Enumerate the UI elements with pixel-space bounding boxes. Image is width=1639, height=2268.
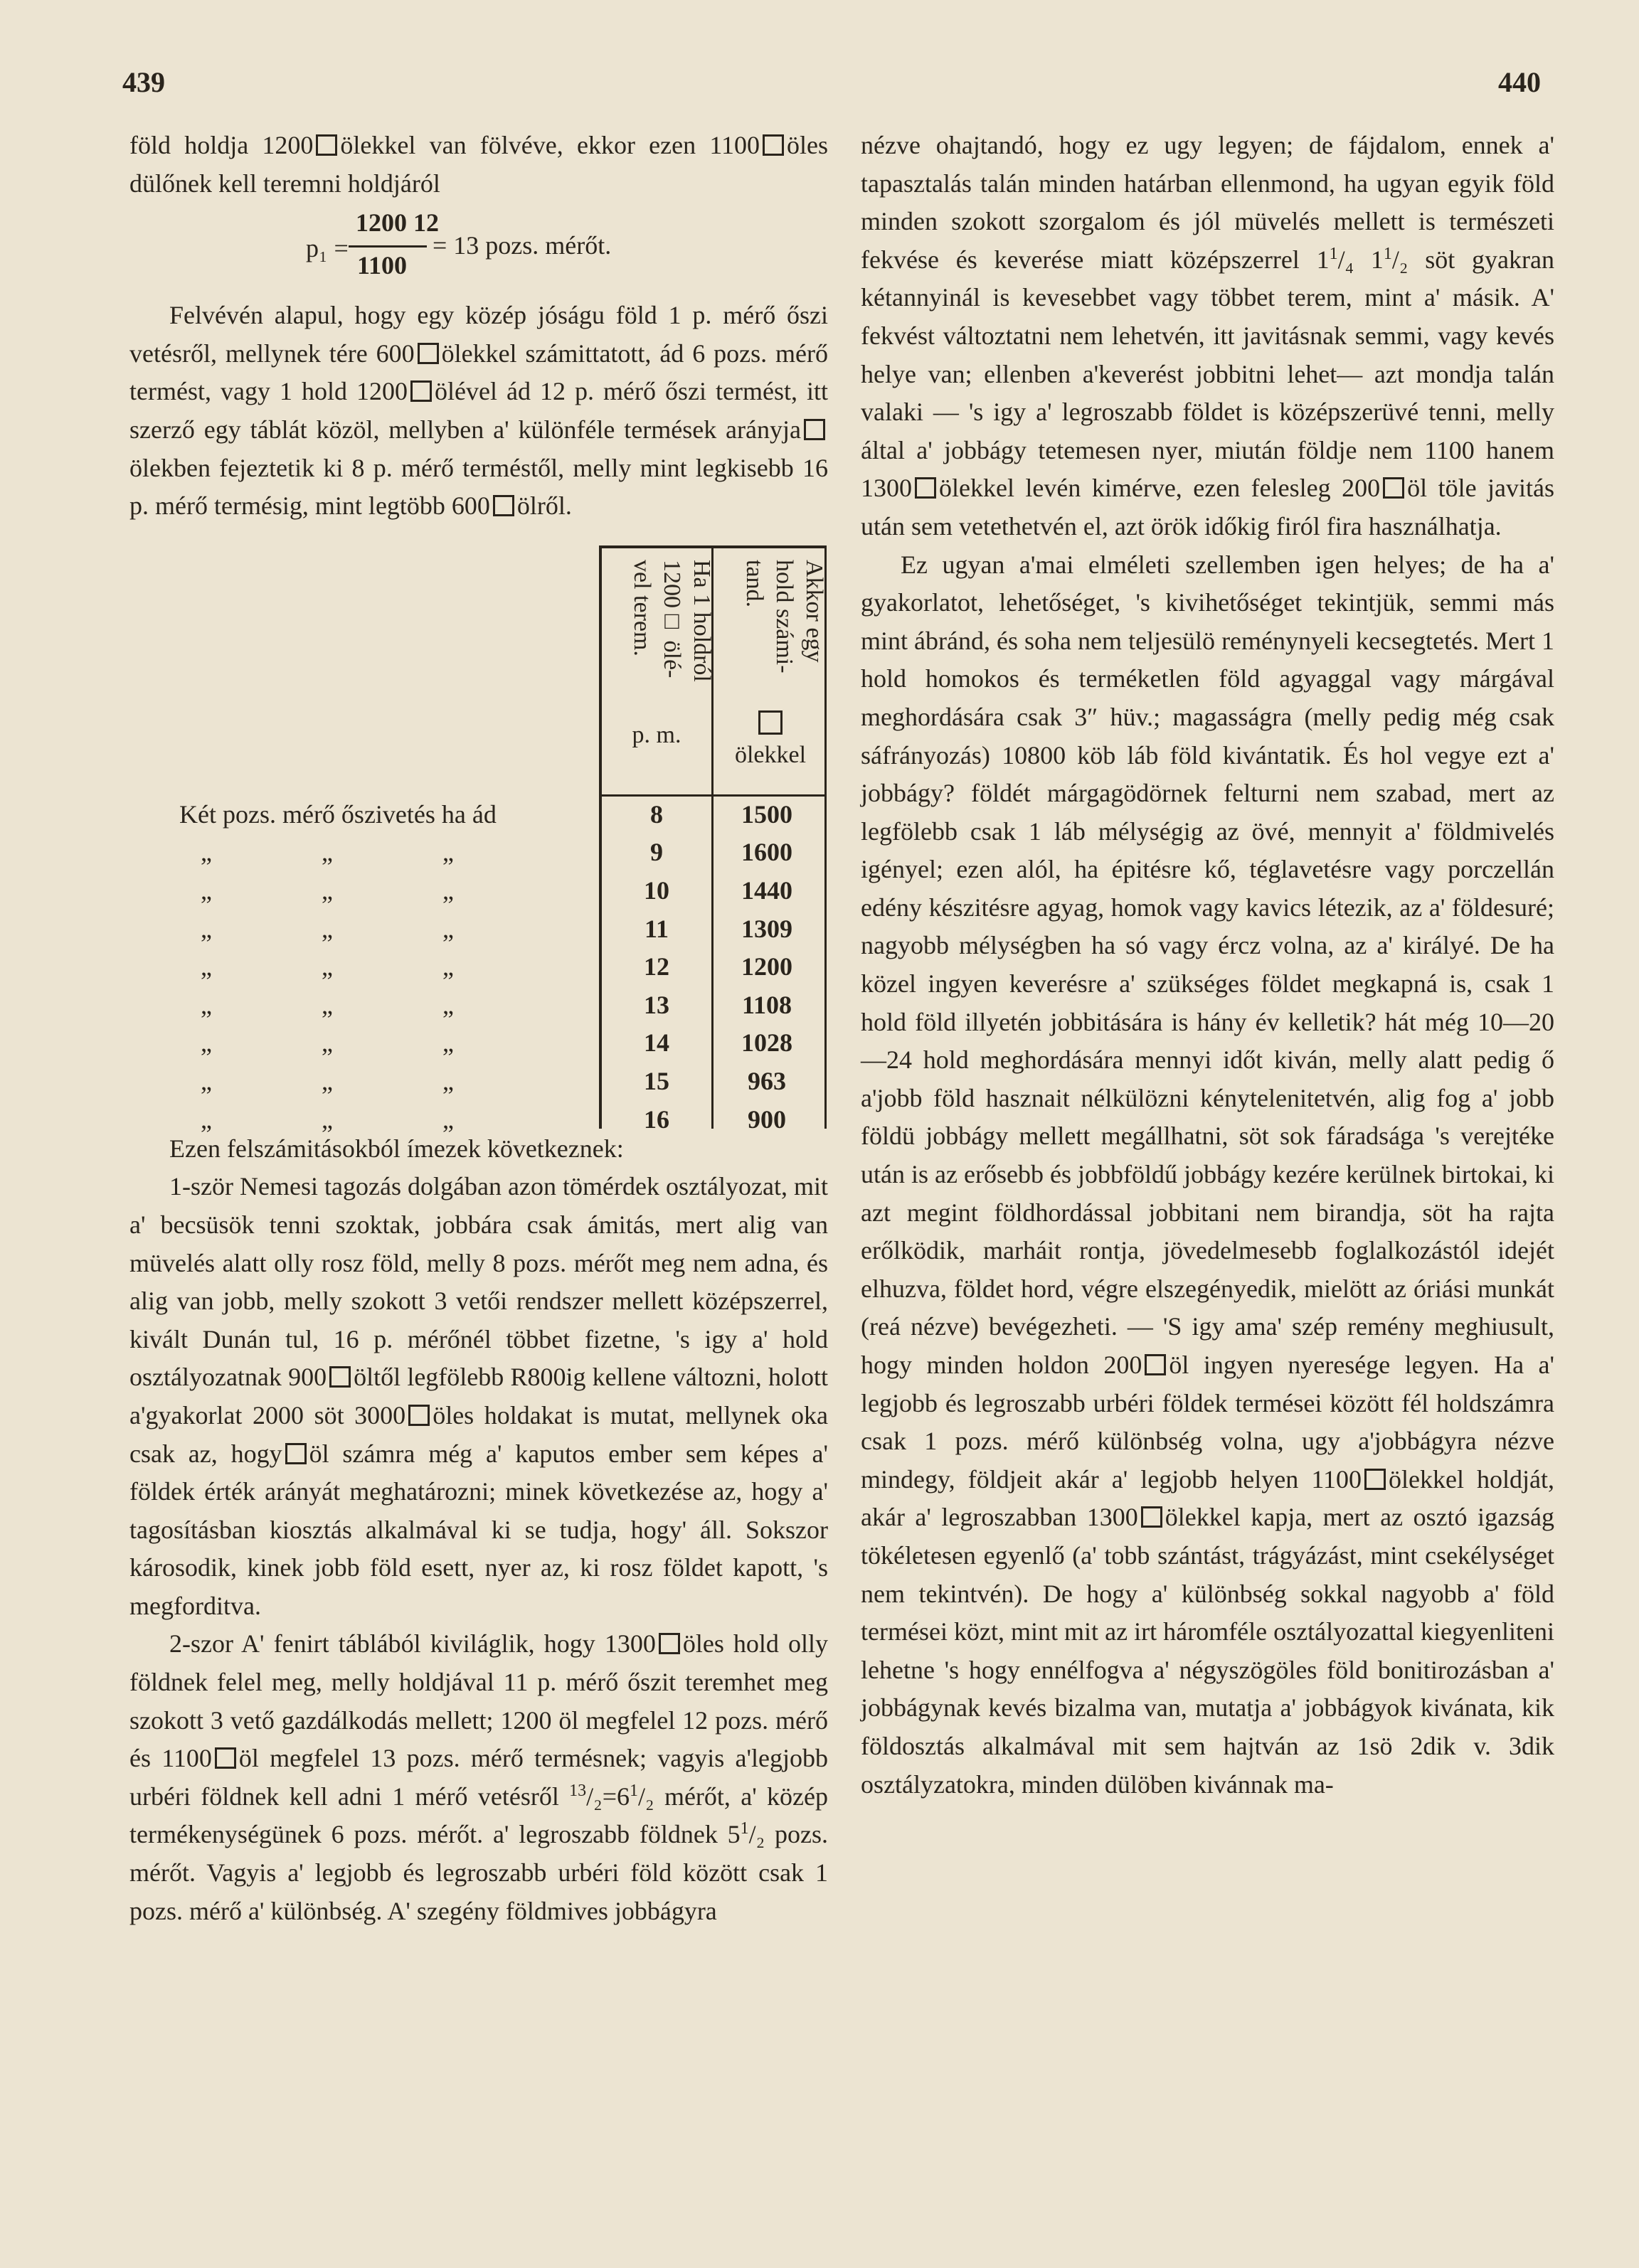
ditto-mark: „ xyxy=(322,838,333,867)
table-column-square-label: ölekkel xyxy=(734,741,807,768)
paragraph-3: Ezen felszámitásokból ímezek következnek: xyxy=(169,1134,624,1163)
table-row xyxy=(129,834,828,872)
square-symbol xyxy=(915,477,936,499)
rp2-text-a: Ez ugyan a'mai elméleti szellemben igen helyes; de ha a' gyakorlatot, lehetőséget, 's kivihetőséget tekintjük, semmi más mint ábránd, és soha nem teljesülö reménynyeli kecsegtetés. Mert 1 hold homokos és terméketlen föld agyaggal vagy márgával meghordására csak 3″ hüv.; magasságra (melly pedig még csak sáfrányozás) 10800 köb láb föld kivántatik. És hol vegye ezt a' jobbágy? földét márgagödörnek felturni nem szabad, mert az legfölebb csak 1 láb mélységig az övé, mennyit a' földmivelés igényel; ezen alól, ha épitésre kő, téglavetésre vagy porczellán edény készitésre agyag, homok vagy kavics létezik, az a' földesuré; nagyobb mélységben ha só vagy ércz volna, az a' királyé. De ha közel ingyen keverésre a' szükséges földet megkapná is, csak 1 hold föld illyetén jobbitására is hány év kelletik? hát még 10—20—24 hold meghordására mennyi időt kiván, melly alatt pedig ő a'jobb föld hasznait nélkülözni kénytelenitetvén, alig fog a' jobb földü jobbágy mellett megállhatni, söt sok fáradsága 's verejtéke után is az erősebb és jobbföldű jobbágy kezére kerülnek birtokai, ki azt megint földhordással jobbitani nem birandja, söt ha rajta erőlködik, marháit rontja, jövedelmesebb foglalkozástól idejét elhuzva, földet hord, végre elszegényedik, mielött az óriási munkát (reá nézve) bevégezheti. — 'S igy ama' szép remény meghiusult, hogy minden holdon 200 xyxy=(861,550,1554,1379)
p2-text-c: ölével ád 12 p. mérő őszi termést, itt szerző egy táblát közöl, mellyben a' különféle termések arányja xyxy=(129,377,828,444)
table-cell-pm: 11 xyxy=(644,914,669,943)
ditto-mark: „ xyxy=(201,990,212,1019)
formula-lhs: p₁ = xyxy=(306,234,349,263)
paragraph-2 xyxy=(129,297,828,526)
square-symbol xyxy=(659,1633,680,1654)
ditto-mark: „ xyxy=(322,952,333,981)
p2-text-d: ölekben fejeztetik ki 8 p. mérő terméstől, melly mint legkisebb 16 p. mérő termésig, mint legtöbb 600 xyxy=(129,453,828,521)
p5-text-b: öles hold olly földnek felel meg, melly holdjával 11 p. mérő őszit teremhet meg szokott 3 vető gazdálkodás mellett; 1200 öl megfelel 12 pozs. mérő és 1100 xyxy=(129,1629,828,1773)
table-cell-pm: 13 xyxy=(644,990,669,1019)
p2-text-b: ölekkel számittatott, ád 6 pozs. mérő termést, vagy 1 hold 1200 xyxy=(129,339,828,406)
table-cell-pm: 10 xyxy=(644,875,669,905)
paragraph-5 xyxy=(129,1625,828,1930)
table-row xyxy=(129,1101,828,1139)
table-row xyxy=(129,910,828,949)
ditto-mark: „ xyxy=(201,1066,212,1095)
ditto-mark: „ xyxy=(442,952,454,981)
table-cell-pm: 16 xyxy=(644,1104,669,1134)
square-symbol xyxy=(410,380,432,402)
ditto-mark: „ xyxy=(442,838,454,867)
table-cell-pm: 12 xyxy=(644,952,669,981)
table-header-area-line-2: hold számi- xyxy=(771,559,797,674)
fraction-numerator: 1 xyxy=(1383,244,1392,263)
ditto-mark: „ xyxy=(322,1066,333,1095)
yield-table xyxy=(129,545,828,1134)
intro-text-3: öles dülőnek kell teremni holdjáról xyxy=(129,131,828,198)
fraction-rest: /₄ 1 xyxy=(1337,245,1384,274)
ditto-mark: „ xyxy=(201,952,212,981)
ditto-mark: „ xyxy=(322,875,333,905)
ditto-mark: „ xyxy=(201,875,212,905)
paragraph-4 xyxy=(129,1168,828,1625)
square-symbol xyxy=(1383,477,1404,499)
table-cell-pm: 9 xyxy=(650,838,663,867)
ditto-mark: „ xyxy=(201,1104,212,1134)
table-cell-square-fathoms: 900 xyxy=(748,1104,786,1134)
p4-text-d: öl számra még a' kaputos ember sem képes a' földek érték arányát meghatározni; minek következése az, hogy a' tagosításban kiosztás alkalmával ki se tudja, hogy' áll. Sokszor károsodik, kinek jobb föld esett, nyer az, ki rosz földet kapott, 's megforditva. xyxy=(129,1439,828,1620)
table-cell-square-fathoms: 1028 xyxy=(741,1028,792,1058)
p5-text-e: pozs. mérőt. Vagyis a' legjobb és legroszabb urbéri föld között csak 1 pozs. mérő a' különbség. A' szegény földmives jobbágyra xyxy=(129,1820,828,1925)
ditto-mark: „ xyxy=(322,1028,333,1058)
left-column xyxy=(129,127,828,1930)
rp1-text-d: öl töle javitás után sem vetethetvén el, azt örök időkig firól fira használhatja. xyxy=(861,474,1554,541)
p4-text-a: 1-ször Nemesi tagozás dolgában azon tömérdek osztályozat, mit a' becsüsök tenni szoktak, jobbára csak ámitás, mert alig van müvelés alatt olly rosz föld, melly 8 pozs. mérőt meg nem adna, és alig van jobb, melly szokott 3 vetői rendszer mellett középszerrel, kivált Dunán tul, 16 p. mérőnél többet fizetne, 's igy a' hold osztályozatnak 900 xyxy=(129,1172,828,1392)
table-cell-square-fathoms: 1500 xyxy=(741,799,792,829)
table-column-pm: p. m. xyxy=(632,721,681,748)
fraction-rest: /₂=6 xyxy=(586,1782,630,1811)
right-column xyxy=(861,127,1554,1804)
ditto-mark: „ xyxy=(442,990,454,1019)
square-symbol xyxy=(285,1443,307,1464)
ditto-mark: „ xyxy=(442,914,454,943)
table-row xyxy=(129,872,828,910)
intro-text-1: föld holdja 1200 xyxy=(129,131,314,159)
ditto-mark: „ xyxy=(322,914,333,943)
ditto-mark: „ xyxy=(442,1104,454,1134)
formula-numerator: 1200 12 xyxy=(356,208,439,238)
ditto-mark: „ xyxy=(201,1028,212,1058)
rp2-text-d: ölekkel kapja, mert az osztó igazság tökéletesen egyenlő (a' tobb szántást, trágyázást, mint csekélységet nem tekintvén). De hogy a' különbség sokkal nagyobb a' föld termései közt, mint mit az irt háromféle osztályozattal kiegyenliteni lehetne 's hogy ennélfogva a' négyszögöles föld bonitirozásban a' jobbágynak kevés bizalma van, mutatja a' jobbágyok kivánata, kik földosztás alkalmával mit sem hajtván az 1sö 2dik v. 3dik osztályzatokra, minden dülöben kivánnak ma- xyxy=(861,1503,1554,1799)
table-row xyxy=(129,796,828,834)
square-symbol xyxy=(408,1405,430,1426)
formula-result: = 13 pozs. mérőt. xyxy=(433,231,612,260)
p5-text-a: 2-szor A' fenirt táblából kiviláglik, hogy 1300 xyxy=(169,1629,656,1659)
table-row xyxy=(129,1063,828,1101)
table-row-label: Két pozs. mérő őszivetés ha ád xyxy=(179,799,497,829)
table-cell-square-fathoms: 1440 xyxy=(741,875,792,905)
square-symbol xyxy=(758,710,783,735)
table-header-yield-line-2: 1200□ ölé- xyxy=(659,559,685,678)
rp1-text-a: nézve ohajtandó, hogy ez ugy legyen; de fájdalom, ennek a' tapasztalás talán minden határban ellenmond, ha ugyan egyik föld minden szokott szorgalom és jól müvelés mellett is természeti fekvése és keverése miatt középszerrel 1 xyxy=(861,131,1554,274)
table-cell-square-fathoms: 963 xyxy=(748,1066,786,1095)
fraction-numerator: 1 xyxy=(630,1781,639,1800)
table-cell-square-fathoms: 1600 xyxy=(741,838,792,867)
table-header-area-line-3: tand. xyxy=(741,559,768,607)
ditto-mark: „ xyxy=(442,875,454,905)
fraction-numerator: 13 xyxy=(569,1781,587,1800)
table-cell-square-fathoms: 1309 xyxy=(741,914,792,943)
p2-text-e: ölről. xyxy=(516,491,572,521)
table-cell-pm: 14 xyxy=(644,1028,669,1058)
ditto-mark: „ xyxy=(442,1066,454,1095)
intro-text-2: ölekkel van fölvéve, ekkor ezen 1100 xyxy=(340,131,760,159)
fraction-numerator: 1 xyxy=(1329,244,1338,263)
table-cell-pm: 8 xyxy=(650,799,663,829)
p5-text-d: mérőt, a' közép termékenységünek 6 pozs. mérőt. a' legroszabb földnek 5 xyxy=(129,1782,828,1849)
ditto-mark: „ xyxy=(322,1104,333,1134)
table-column-square xyxy=(717,710,824,770)
square-symbol xyxy=(493,495,514,516)
square-symbol xyxy=(763,134,784,156)
square-symbol xyxy=(329,1366,351,1388)
page-number-right: 440 xyxy=(1498,66,1541,98)
p4-text-b: öltől legfölebb R800ig kellene változni, holott a'gyakorlat 2000 söt 3000 xyxy=(129,1363,828,1430)
rp1-text-c: ölekkel levén kimérve, ezen felesleg 200 xyxy=(939,474,1381,503)
fraction-rest: /₂ xyxy=(1391,245,1409,274)
ditto-mark: „ xyxy=(201,838,212,867)
table-header-yield-line-3: vel terem. xyxy=(629,559,655,656)
table-cell-square-fathoms: 1108 xyxy=(741,990,792,1019)
square-symbol xyxy=(804,419,825,440)
ditto-mark: „ xyxy=(201,914,212,943)
fraction-rest: /₂ xyxy=(748,1820,765,1849)
rp2-text-c: ölekkel holdját, akár a' legroszabban 1300 xyxy=(861,1464,1554,1532)
ditto-mark: „ xyxy=(322,990,333,1019)
formula xyxy=(129,203,828,297)
table-cell-pm: 15 xyxy=(644,1066,669,1095)
table-row xyxy=(129,948,828,986)
right-paragraph-1 xyxy=(861,127,1554,546)
fraction-rest: /₂ xyxy=(638,1782,654,1811)
p5-text-c: öl megfelel 13 pozs. mérő termésnek; vagyis a'legjobb urbéri földnek kell adni 1 mérő vetésről xyxy=(129,1744,829,1811)
table-header-area-line-1: Akkor egy xyxy=(801,559,827,663)
rp2-text-b: öl ingyen nyeresége legyen. Ha a' legjobb és legroszabb urbéri földek termései között fél holdszámra csak 1 pozs. mérő különbség volna, ugy a'jobbágyra nézve mindegy, földjeit akár a' legjobb helyen 1100 xyxy=(861,1351,1555,1494)
p4-text-c: öles holdakat is mutat, mellynek oka csak az, hogy xyxy=(129,1400,828,1468)
right-paragraph-2 xyxy=(861,546,1554,1804)
table-row xyxy=(129,1024,828,1063)
page-number-left: 439 xyxy=(122,66,165,98)
table-row xyxy=(129,986,828,1025)
square-symbol xyxy=(316,134,337,156)
fraction-numerator: 1 xyxy=(740,1819,749,1838)
rp1-text-b: söt gyakran kétannyinál is kevesebbet vagy többet terem, mint a' másik. A' fekvést változtatni nem lehetvén, itt javitásnak semmi, vagy kevés helye van; ellenben a'keverést jobbitni lehet— azt mondja talán valaki — 's igy a' legroszabb földet is középszerüvé tenni, melly által a' jobbágy tetemesen nyer, miután földje nem 1100 hanem 1300 xyxy=(861,245,1554,503)
intro-paragraph xyxy=(129,127,828,203)
table-cell-square-fathoms: 1200 xyxy=(741,952,792,981)
square-symbol xyxy=(1141,1506,1162,1528)
square-symbol xyxy=(418,343,439,364)
square-symbol xyxy=(215,1747,236,1769)
table-header-yield-line-1: Ha 1 holdról xyxy=(689,559,715,682)
formula-denominator: 1100 xyxy=(357,251,408,280)
ditto-mark: „ xyxy=(442,1028,454,1058)
p2-text-a: Felvévén alapul, hogy egy közép jóságu föld 1 p. mérő őszi vetésről, mellynek tére 600 xyxy=(129,301,828,368)
square-symbol xyxy=(1145,1354,1166,1375)
square-symbol xyxy=(1364,1469,1386,1490)
